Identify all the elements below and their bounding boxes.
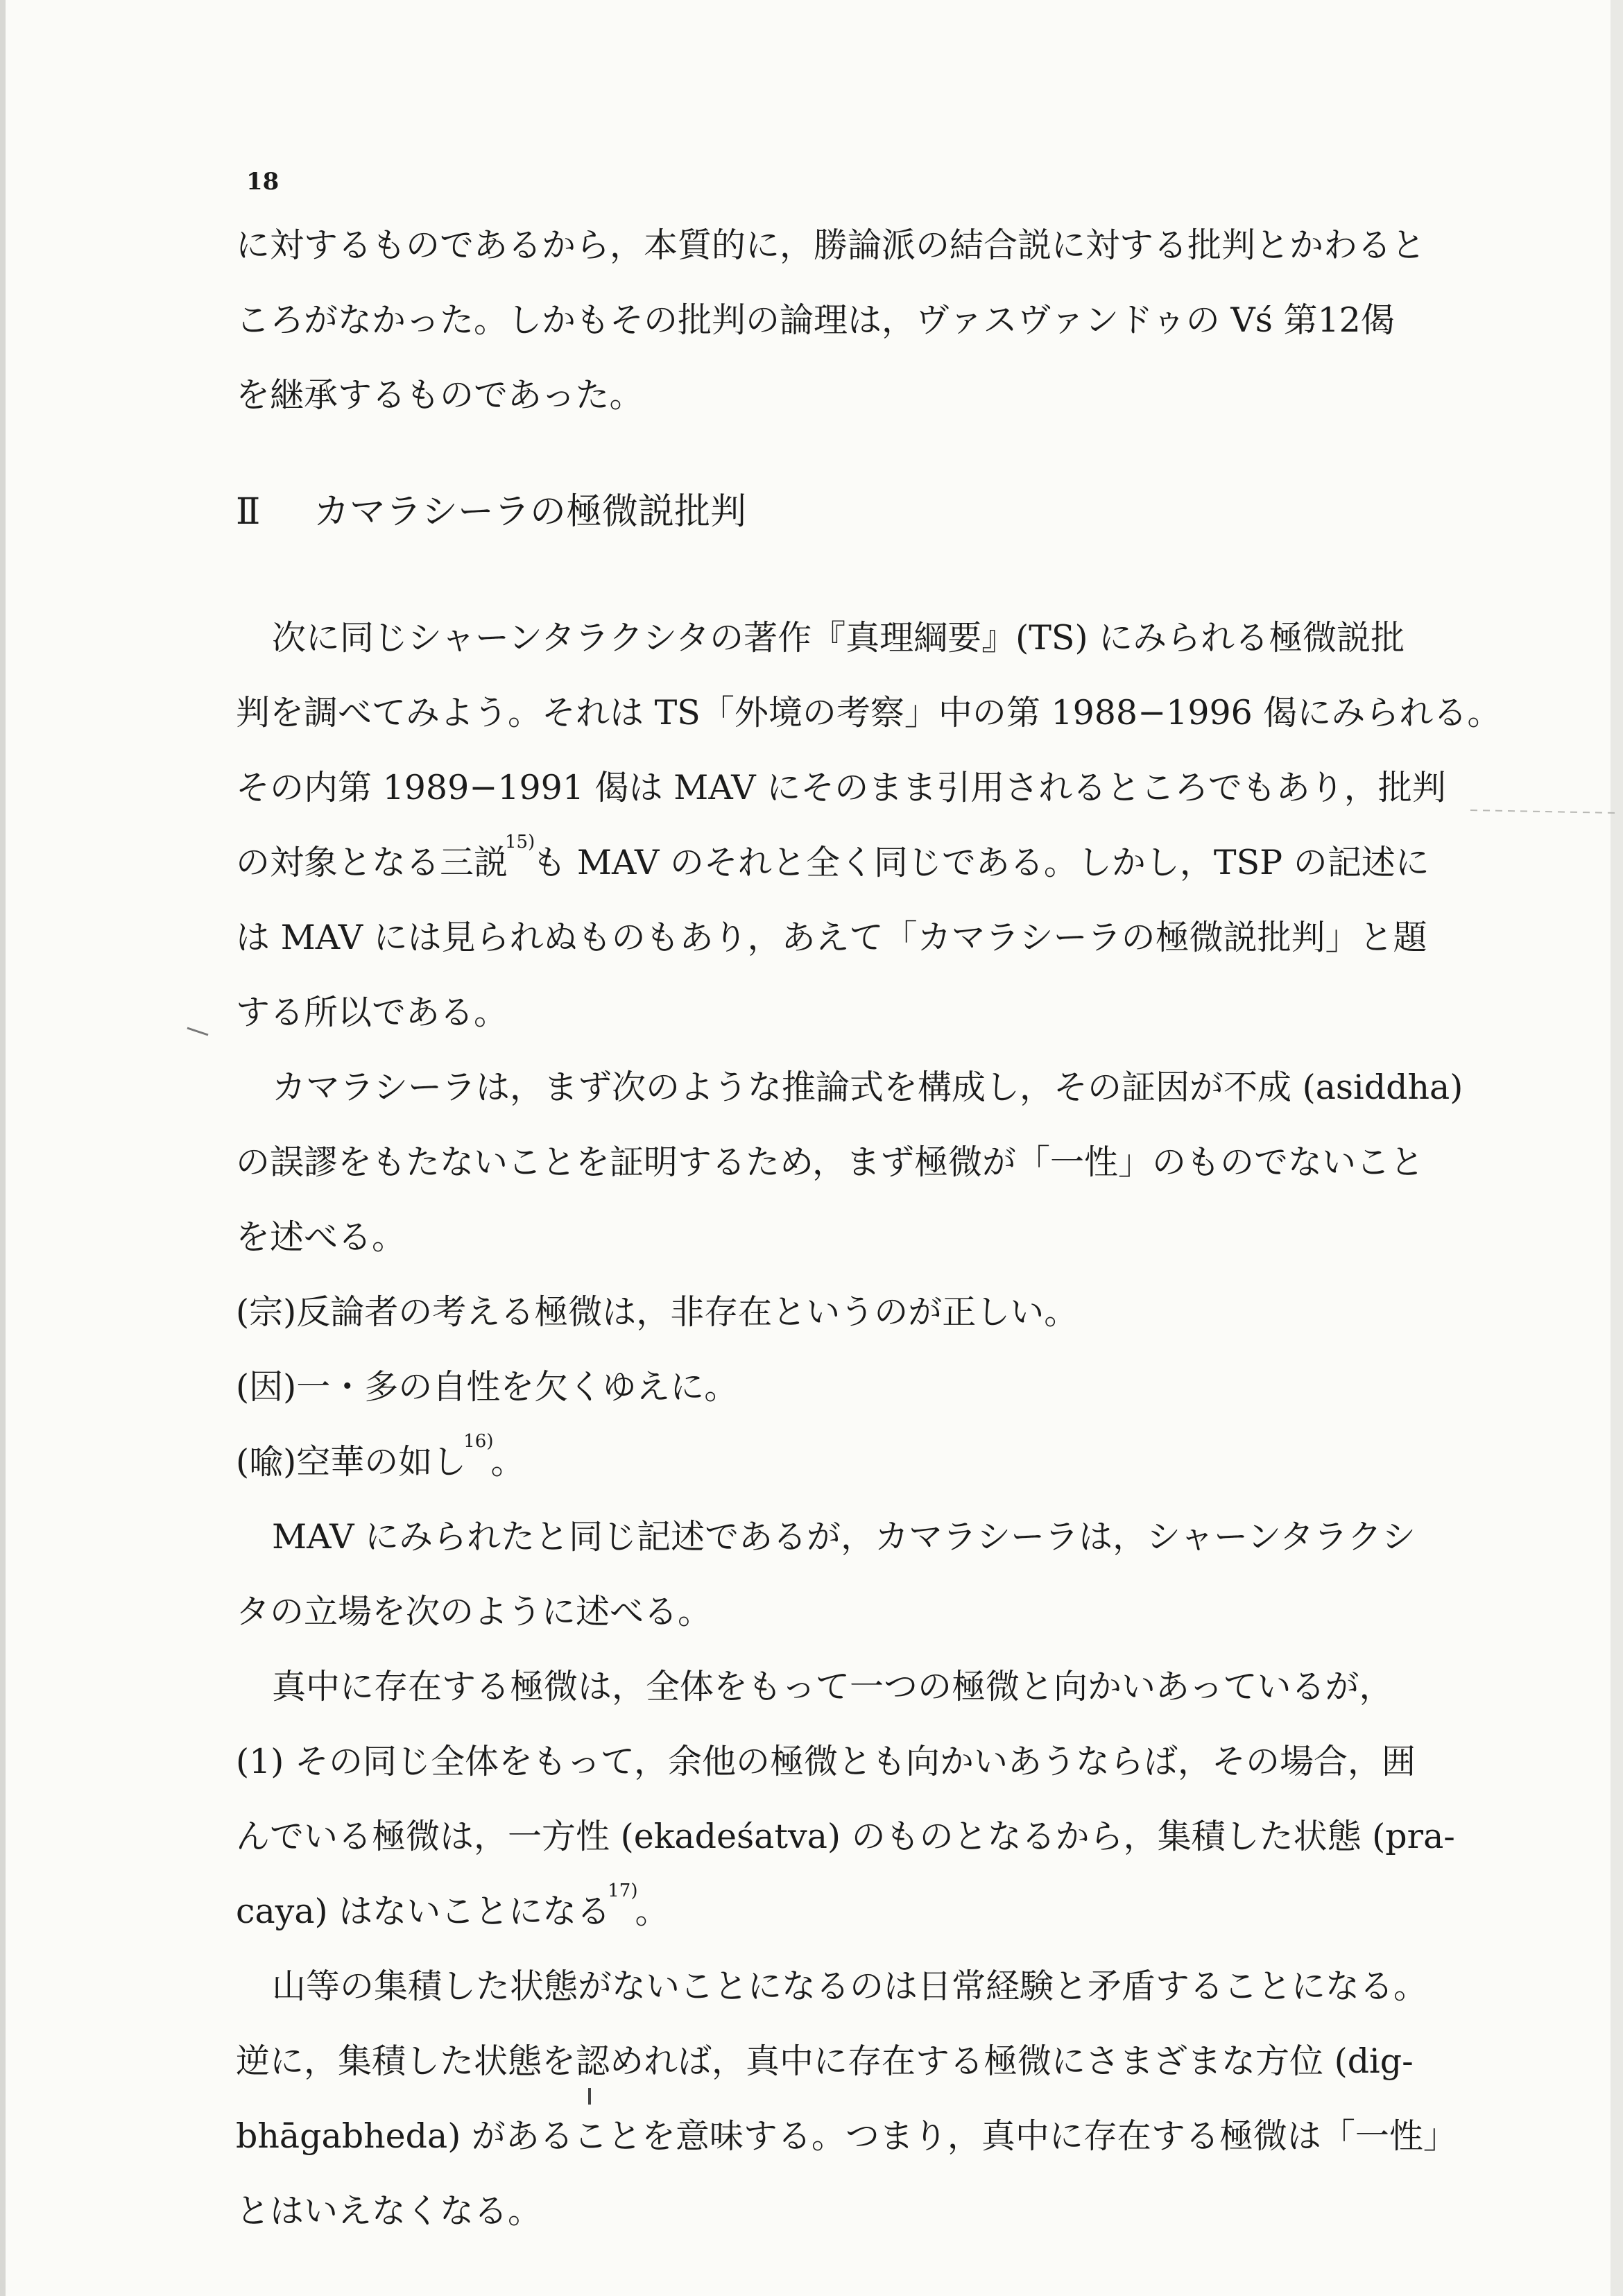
section-heading xyxy=(236,484,746,540)
text-segment: (喩)空華の如し xyxy=(236,1442,467,1482)
intro-paragraph xyxy=(236,208,1457,433)
section-title: カマラシーラの極微説批判 xyxy=(314,491,747,533)
footnote-ref-16[interactable]: 16) xyxy=(463,1431,494,1452)
scan-edge-right xyxy=(1611,0,1623,2296)
text-line xyxy=(236,1874,1457,1949)
text-line: 逆に，集積した状態を認めれば，真中に存在する極微にさまざまな方位 (dig- xyxy=(236,2041,1414,2081)
body-text xyxy=(236,601,1502,2249)
text-line: 判を調べてみよう。それは TS「外境の考察」中の第 1988−1996 偈にみられる。 xyxy=(236,693,1502,733)
text-line: ころがなかった。しかもその批判の論理は，ヴァスヴァンドゥの Vś 第12偈 xyxy=(236,300,1395,340)
text-line: タの立場を次のように述べる。 xyxy=(236,1592,712,1631)
syllogism-example xyxy=(236,1425,1457,1500)
footnote-ref-17[interactable]: 17) xyxy=(608,1881,638,1901)
text-line: んでいる極微は，一方性 (ekadeśatva) のものとなるから，集積した状態 (pra- xyxy=(236,1817,1455,1856)
scan-stray-mark xyxy=(187,1028,208,1035)
text-segment: の対象となる三説 xyxy=(236,843,508,882)
scan-dash-mark xyxy=(1470,810,1616,813)
text-line: とはいえなくなる。 xyxy=(236,2191,542,2231)
text-line: する所以である。 xyxy=(236,993,508,1032)
text-line: カマラシーラは，まず次のような推論式を構成し，その証因が不成 (asiddha) xyxy=(272,1068,1463,1107)
scan-edge-left xyxy=(0,0,6,2296)
text-line: 次に同じシャーンタラクシタの著作『真理綱要』(TS) にみられる極微説批 xyxy=(272,618,1405,658)
text-line: 真中に存在する極微は，全体をもって一つの極微と向かいあっているが， xyxy=(272,1667,1393,1706)
text-line: の誤謬をもたないことを証明するため，まず極微が「一性」のものでないこと xyxy=(236,1142,1425,1182)
text-segment: も MAV のそれと全く同じである。しかし，TSP の記述に xyxy=(532,843,1429,882)
text-line: に対するものであるから，本質的に，勝論派の結合説に対する批判とかわると xyxy=(236,225,1426,265)
text-segment: 。 xyxy=(635,1892,669,1931)
section-numeral: Ⅱ xyxy=(236,491,261,533)
footnote-ref-15[interactable]: 15) xyxy=(505,832,535,853)
text-line: (1) その同じ全体をもって，余他の極微とも向かいあうならば，その場合，囲 xyxy=(236,1742,1416,1781)
text-line: を継承するものであった。 xyxy=(236,375,644,415)
text-line: は MAV には見られぬものもあり，あえて「カマラシーラの極微説批判」と題 xyxy=(236,918,1427,957)
text-segment: 。 xyxy=(490,1442,525,1482)
text-line: その内第 1989−1991 偈は MAV にそのまま引用されるところでもあり，批判 xyxy=(236,768,1446,807)
text-line: bhāgabheda) があることを意味する。つまり，真中に存在する極微は「一性」 xyxy=(236,2116,1457,2156)
text-line: MAV にみられたと同じ記述であるが，カマラシーラは，シャーンタラクシ xyxy=(272,1517,1416,1557)
text-line: を述べる。 xyxy=(236,1217,406,1257)
syllogism-thesis: (宗)反論者の考える極微は，非存在というのが正しい。 xyxy=(236,1292,1079,1332)
text-segment: caya) はないことになる xyxy=(236,1892,611,1931)
text-line: 山等の集積した状態がないことになるのは日常経験と矛盾することになる。 xyxy=(272,1967,1428,2006)
syllogism-reason: (因)一・多の自性を欠くゆえに。 xyxy=(236,1367,739,1407)
text-line xyxy=(236,825,1457,900)
page-number: 18 xyxy=(246,168,280,196)
